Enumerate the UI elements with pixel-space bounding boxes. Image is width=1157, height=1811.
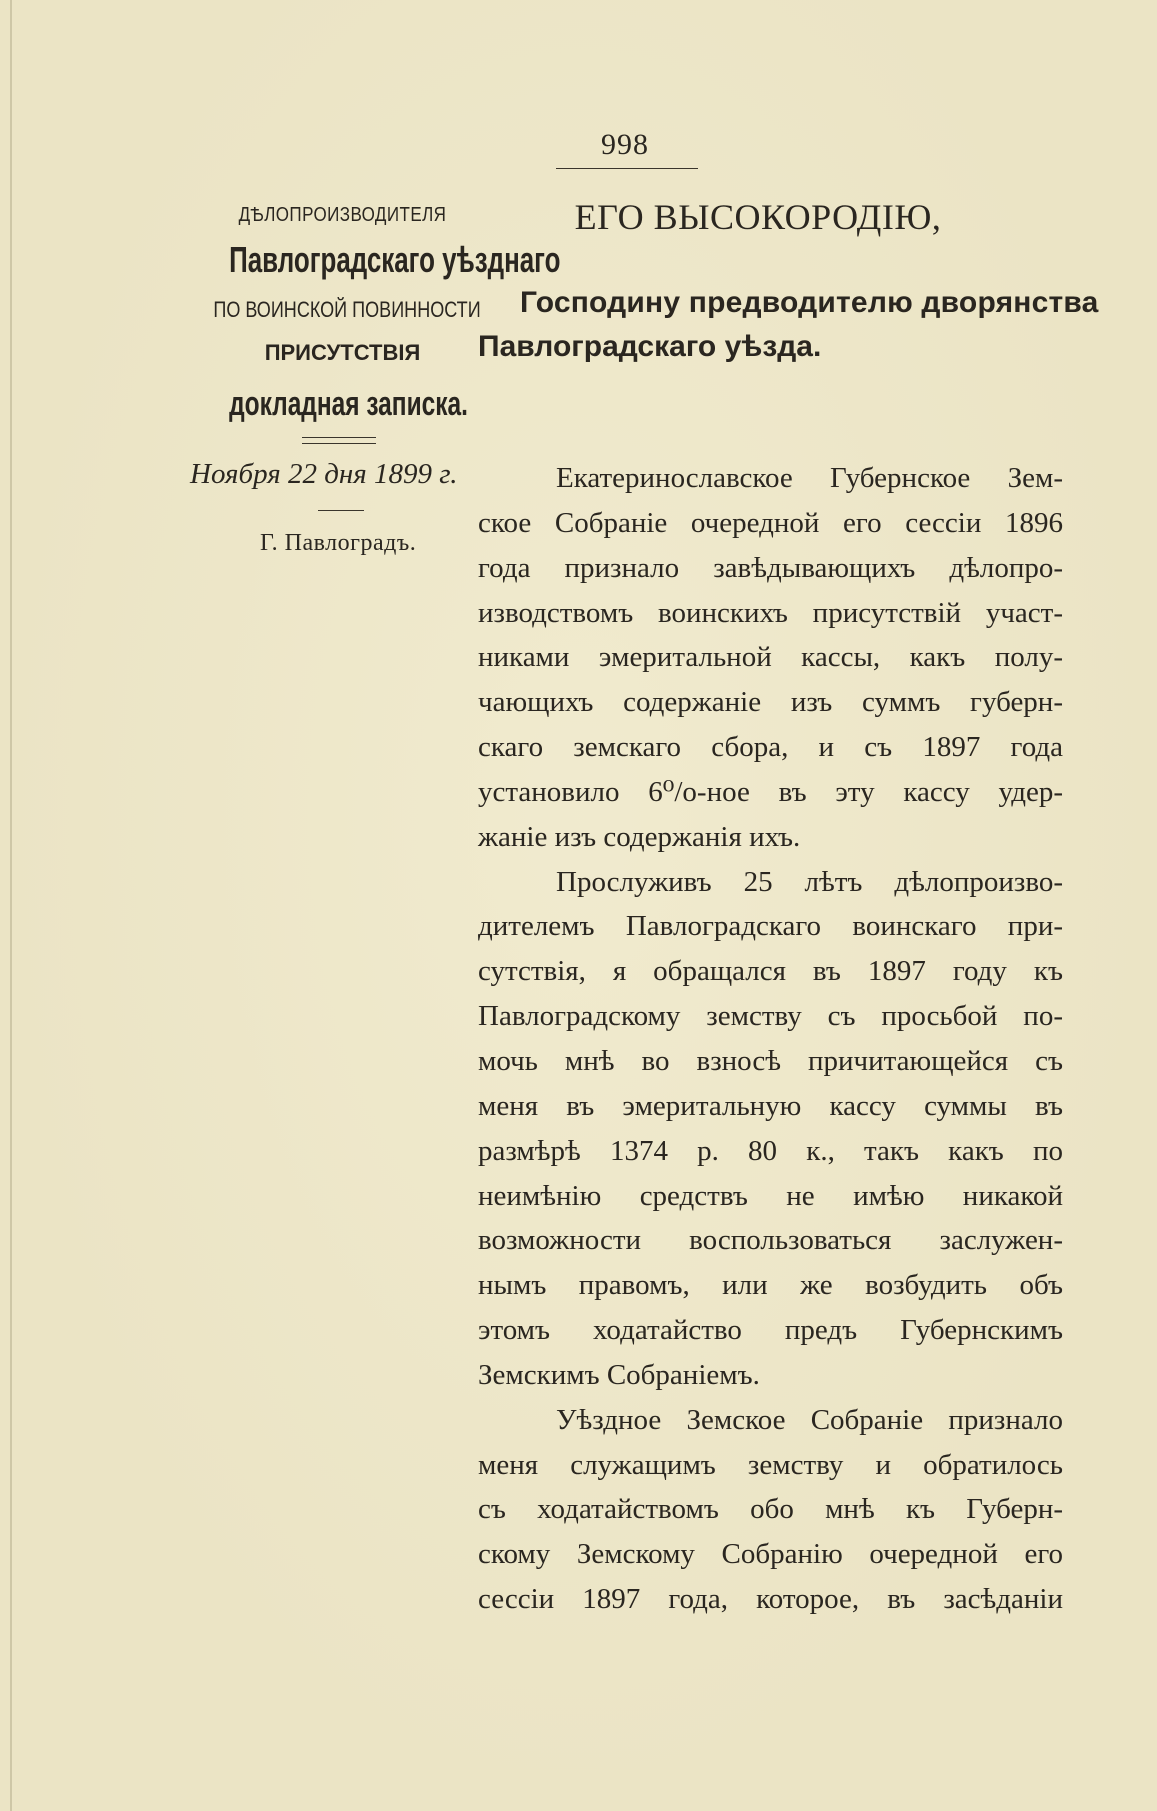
- body-line: сутствія, я обращался въ 1897 году къ: [478, 955, 1063, 988]
- body-line: возможности воспользоваться заслужен-: [478, 1224, 1063, 1257]
- addressee-line1: ЕГО ВЫСОКОРОДІЮ,: [574, 197, 942, 237]
- left-header-line1: ДѢЛОПРОИЗВОДИТЕЛЯ: [238, 204, 447, 226]
- body-line: Павлоградскому земству съ просьбой по-: [478, 1000, 1063, 1033]
- body-line: Земскимъ Собраніемъ.: [478, 1358, 760, 1391]
- addressee-line3: Павлоградскаго уѣзда.: [478, 330, 822, 363]
- document-date: Ноября 22 дня 1899 г.: [190, 458, 458, 490]
- left-header: [185, 198, 561, 434]
- body-line: скому Земскому Собранію очередной его: [478, 1538, 1063, 1571]
- left-header-line2: Павлоградскаго уѣзднаго: [229, 239, 561, 280]
- body-line: установило 6⁰/о-ное въ эту кассу удер-: [478, 775, 1063, 808]
- body-line: чающихъ содержаніе изъ суммъ губерн-: [478, 686, 1063, 719]
- body-line: жаніе изъ содержанія ихъ.: [478, 820, 801, 853]
- body-line: изводствомъ воинскихъ присутствій участ-: [478, 596, 1063, 629]
- single-rule-divider: [318, 510, 364, 511]
- body-line: неимѣнію средствъ не имѣю никакой: [478, 1179, 1063, 1212]
- page-number: 998: [601, 128, 649, 161]
- body-text: [478, 456, 1063, 1622]
- left-header-line3: ПО ВОИНСКОЙ ПОВИННОСТИ: [213, 297, 481, 322]
- page-number-rule: [556, 168, 698, 169]
- body-line: нымъ правомъ, или же возбудить объ: [478, 1269, 1063, 1302]
- body-line: меня въ эмеритальную кассу суммы въ: [478, 1089, 1063, 1122]
- body-line: Уѣздное Земское Собраніе признало: [556, 1403, 1063, 1436]
- addressee-line2: Господину предводителю дворянства: [520, 286, 1099, 319]
- body-line: года признало завѣдывающихъ дѣлопро-: [478, 551, 1063, 584]
- body-line: сессіи 1897 года, которое, въ засѣданіи: [478, 1583, 1063, 1616]
- body-line: Екатеринославское Губернское Зем-: [556, 462, 1063, 494]
- body-line: меня служащимъ земству и обратилось: [478, 1448, 1063, 1481]
- left-header-title: докладная записка.: [229, 385, 468, 423]
- body-line: Прослуживъ 25 лѣтъ дѣлопроизво-: [556, 865, 1063, 898]
- body-line: мочь мнѣ во взносѣ причитающейся съ: [478, 1044, 1063, 1077]
- body-line: никами эмеритальной кассы, какъ полу-: [478, 641, 1063, 674]
- body-line: размѣрѣ 1374 р. 80 к., такъ какъ по: [478, 1134, 1063, 1167]
- body-line: скаго земскаго сбора, и съ 1897 года: [478, 731, 1063, 764]
- left-header-line4: ПРИСУТСТВІЯ: [264, 340, 421, 365]
- body-line: этомъ ходатайство предъ Губернскимъ: [478, 1314, 1063, 1347]
- body-line: ское Собраніе очередной его сессіи 1896: [478, 506, 1063, 539]
- body-line: дителемъ Павлоградскаго воинскаго при-: [478, 910, 1063, 943]
- double-rule-divider: [302, 437, 376, 444]
- page-edge-shadow: [10, 0, 12, 1811]
- body-line: съ ходатайствомъ обо мнѣ къ Губерн-: [478, 1493, 1063, 1526]
- document-place: Г. Павлоградъ.: [260, 530, 417, 556]
